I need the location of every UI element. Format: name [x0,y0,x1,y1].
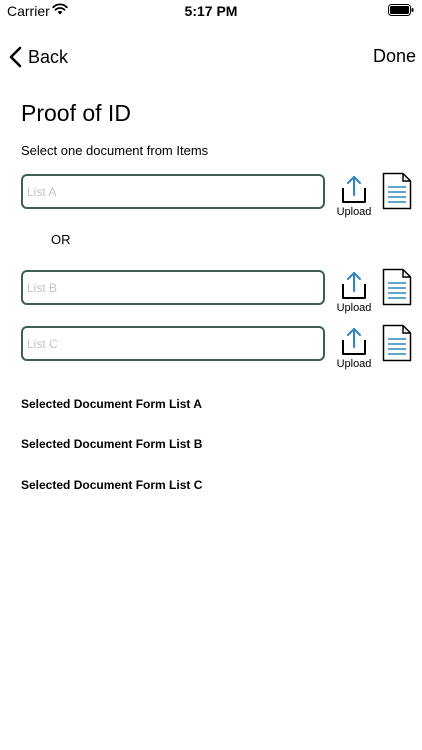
list-c-input[interactable] [23,328,323,359]
upload-label: Upload [336,358,372,370]
back-label: Back [28,46,69,67]
carrier-label: Carrier [7,3,50,19]
selected-document-list-c: Selected Document Form List C [21,478,203,492]
page-subtitle: Select one document from Items [21,143,209,158]
upload-label: Upload [336,302,372,314]
document-icon[interactable] [382,268,412,306]
list-b-field[interactable] [21,270,325,305]
upload-icon [339,270,369,300]
battery-icon [388,4,414,16]
selected-document-list-b: Selected Document Form List B [21,437,203,451]
list-c-upload-button[interactable] [334,326,374,370]
document-icon[interactable] [382,324,412,362]
upload-icon [339,174,369,204]
or-separator: OR [51,232,71,247]
list-c-field[interactable] [21,326,325,361]
list-b-upload-button[interactable] [334,270,374,314]
list-a-upload-button[interactable] [334,174,374,218]
selected-document-list-a: Selected Document Form List A [21,397,202,411]
upload-icon [339,326,369,356]
done-button[interactable]: Done [372,46,416,66]
list-a-field[interactable] [21,174,325,209]
clock-time: 5:17 PM [184,3,238,19]
upload-label: Upload [336,206,372,218]
list-a-input[interactable] [23,176,323,207]
page-title: Proof of ID [21,100,131,126]
status-bar [0,0,422,24]
list-b-input[interactable] [23,272,323,303]
chevron-left-icon [8,46,22,68]
back-button[interactable] [8,44,68,70]
document-icon[interactable] [382,172,412,210]
